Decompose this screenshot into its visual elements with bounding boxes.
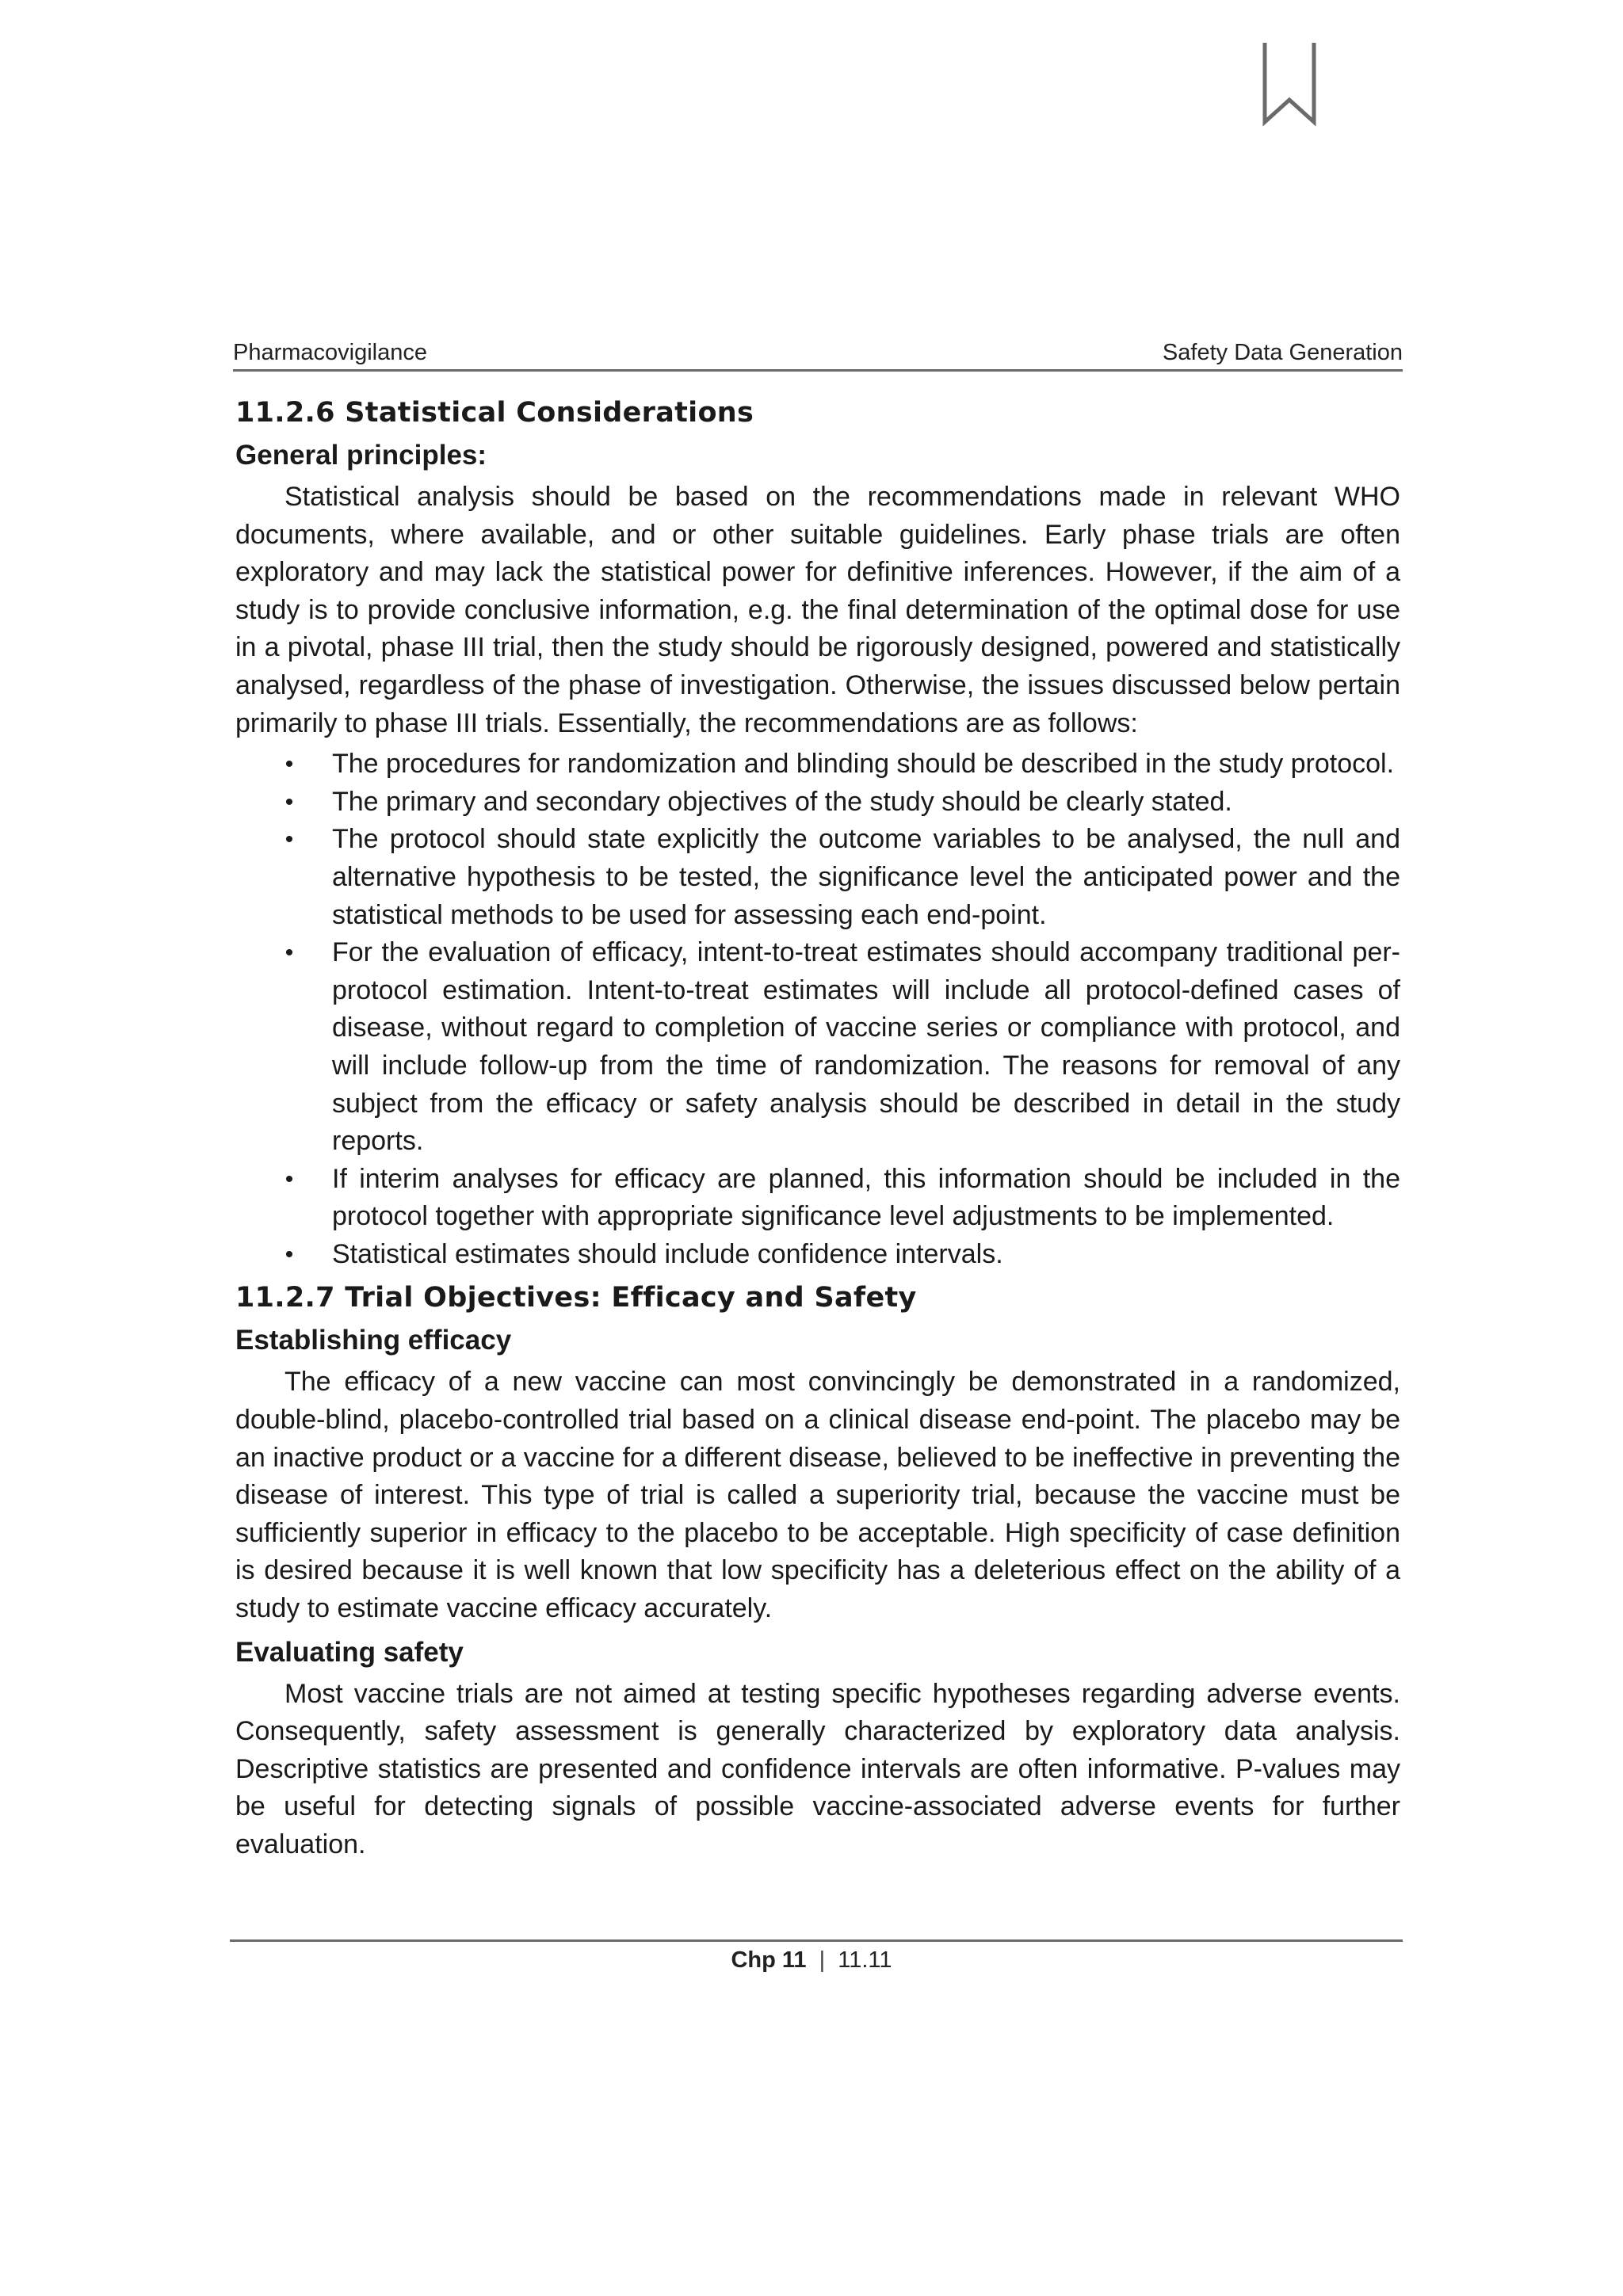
footer-divider: [230, 1939, 1403, 1942]
bullet-icon: •: [285, 788, 294, 815]
page-number: 11.11: [838, 1947, 892, 1973]
bullet-icon: •: [285, 826, 294, 853]
paragraph-evaluating-safety: Most vaccine trials are not aimed at testing specific hypotheses regarding adverse events. Consequently, safety assessment is generally characterized by exploratory data analysis. Descriptive statistics are presented and confidence intervals are often informative. P-values may be useful for detecting signals of possible vaccine-associated adverse events for further evaluation.: [235, 1678, 1400, 1859]
recommendations-list: [235, 746, 1400, 1273]
footer-chapter: Chp 11: [731, 1947, 807, 1973]
bullet-icon: •: [285, 940, 294, 967]
list-item: • For the evaluation of efficacy, intent-to-treat estimates should accompany traditional per-protocol estimation. Intent-to-treat estimates will include all protocol-defined cases of disease, without regard to completion of vaccine series or compliance with protocol, and will include follow-up from the time of randomization. The reasons for removal of any subject from the efficacy or safety analysis should be described in detail in the study reports.: [235, 934, 1400, 1161]
bullet-icon: •: [285, 751, 294, 778]
paragraph-establishing-efficacy: The efficacy of a new vaccine can most convincingly be demonstrated in a randomized, double-blind, placebo-controlled trial based on a clinical disease end-point. The placebo may be an inactive product or a vaccine for a different disease, believed to be ineffective in preventing the disease of interest. This type of trial is called a superiority trial, because the vaccine must be sufficiently superior in efficacy to the placebo to be acceptable. High specificity of case definition is desired because it is well known that low specificity has a deleterious effect on the ability of a study to estimate vaccine efficacy accurately.: [235, 1367, 1400, 1624]
subheading-establishing-efficacy: Establishing efficacy: [235, 1325, 512, 1356]
page-footer: [0, 1947, 1623, 1974]
bullet-icon: •: [285, 1241, 294, 1268]
bullet-icon: •: [285, 1165, 294, 1192]
bookmark-logo-icon: [1260, 40, 1319, 127]
paragraph-general-principles: Statistical analysis should be based on the recommendations made in relevant WHO documents, where available, and or other suitable guidelines. Early phase trials are often exploratory and may lack the statistical power for definitive inferences. However, if the aim of a study is to provide conclusive information, e.g. the final determination of the optimal dose for use in a pivotal, phase III trial, then the study should be rigorously designed, powered and statistically analysed, regardless of the phase of investigation. Otherwise, the issues discussed below pertain primarily to phase III trials. Essentially, the recommendations are as follows:: [235, 482, 1400, 738]
list-item: • The protocol should state explicitly the outcome variables to be analysed, the null and alternative hypothesis to be tested, the significance level the anticipated power and the statistical methods to be used for assessing each end-point.: [235, 821, 1400, 934]
header-chapter-title: Safety Data Generation: [1162, 340, 1403, 365]
list-item: • The procedures for randomization and blinding should be described in the study protocol.: [235, 746, 1400, 784]
list-item: • If interim analyses for efficacy are planned, this information should be included in the protocol together with appropriate significance level adjustments to be implemented.: [235, 1161, 1400, 1236]
subheading-evaluating-safety: Evaluating safety: [235, 1636, 464, 1668]
subheading-general-principles: General principles:: [235, 440, 487, 471]
footer-separator: |: [819, 1947, 826, 1973]
list-item: • Statistical estimates should include confidence intervals.: [235, 1236, 1400, 1274]
running-header: [233, 333, 1403, 372]
section-heading-trial-objectives: 11.2.7 Trial Objectives: Efficacy and Safety: [235, 1282, 917, 1314]
section-heading-statistical-considerations: 11.2.6 Statistical Considerations: [235, 397, 754, 429]
page-content: [235, 391, 1400, 1867]
list-item: • The primary and secondary objectives of the study should be clearly stated.: [235, 784, 1400, 822]
header-book-title: Pharmacovigilance: [233, 340, 428, 365]
